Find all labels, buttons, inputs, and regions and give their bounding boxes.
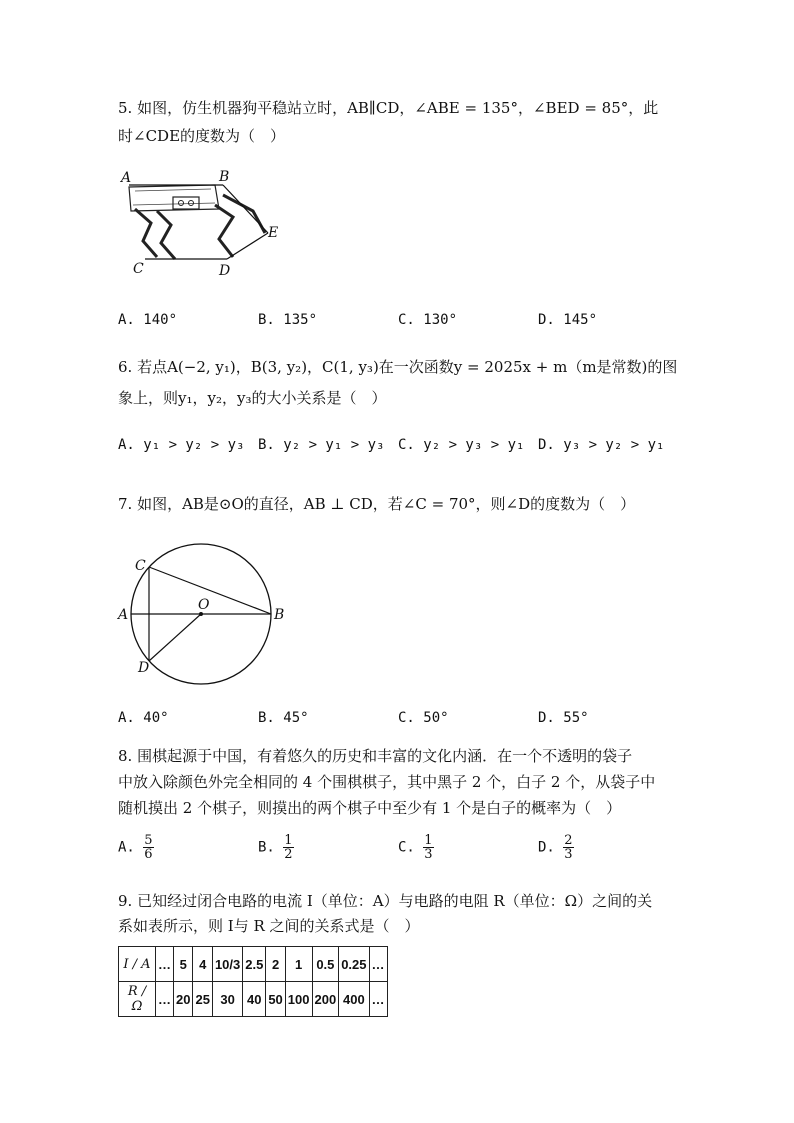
table-cell: 4	[193, 947, 212, 982]
q6-line2: 象上，则y₁，y₂，y₃的大小关系是（ ）	[118, 389, 387, 407]
q8-line3: 随机摸出 2 个棋子，则摸出的两个棋子中至少有 1 个是白子的概率为（ ）	[118, 799, 622, 817]
q6-option-d[interactable]: D. y₃ > y₂ > y₁	[538, 437, 665, 453]
table-cell: …	[369, 947, 387, 982]
table-cell: 2.5	[243, 947, 266, 982]
q8-option-b[interactable]	[258, 834, 294, 861]
q8-option-a[interactable]	[118, 834, 154, 861]
table-cell: 30	[212, 982, 242, 1017]
q5-line2: 时∠CDE的度数为（ ）	[118, 127, 286, 145]
option-letter: A.	[118, 839, 135, 856]
table-cell: …	[156, 947, 174, 982]
label-e: E	[268, 225, 279, 241]
q6-line1: 6. 若点A(−2, y₁)，B(3, y₂)，C(1, y₃)在一次函数y = 2025x + m（m是常数)的图	[118, 358, 678, 376]
fraction	[143, 834, 153, 861]
row-header-current: I / A	[119, 947, 156, 982]
table-row	[119, 982, 388, 1017]
q7-option-b[interactable]: B. 45°	[258, 710, 309, 726]
q7-option-d[interactable]: D. 55°	[538, 710, 589, 726]
q8-line2: 中放入除颜色外完全相同的 4 个围棋棋子，其中黑子 2 个，白子 2 个，从袋子中	[118, 773, 656, 791]
option-letter: D.	[538, 839, 555, 856]
q5-option-b[interactable]: B. 135°	[258, 312, 318, 328]
denominator: 3	[424, 847, 433, 862]
table-cell: 50	[266, 982, 285, 1017]
q9-line2: 系如表所示，则 I与 R 之间的关系式是（ ）	[118, 917, 420, 935]
table-cell: 1	[285, 947, 312, 982]
circle-figure	[112, 538, 292, 688]
table-cell: 40	[243, 982, 266, 1017]
label-b: B	[219, 169, 230, 185]
q6-option-b[interactable]: B. y₂ > y₁ > y₃	[258, 437, 385, 453]
label-c: C	[135, 558, 146, 574]
robot-dog-figure	[115, 165, 285, 280]
row-header-resistance: R / Ω	[119, 982, 156, 1017]
denominator: 3	[564, 847, 573, 862]
table-cell: 25	[193, 982, 212, 1017]
label-o: O	[198, 597, 210, 613]
table-cell: 5	[174, 947, 193, 982]
label-c: C	[133, 261, 144, 277]
q5-option-c[interactable]: C. 130°	[398, 312, 458, 328]
q5-line1: 5. 如图，仿生机器狗平稳站立时，AB∥CD，∠ABE = 135°，∠BED = 85°，此	[118, 99, 659, 117]
q9-line1: 9. 已知经过闭合电路的电流 I（单位：A）与电路的电阻 R（单位：Ω）之间的关	[118, 892, 653, 910]
current-resistance-table	[118, 946, 388, 1017]
numerator: 1	[424, 833, 433, 848]
fraction	[563, 834, 573, 861]
q5-option-a[interactable]: A. 140°	[118, 312, 178, 328]
table-cell: 200	[312, 982, 339, 1017]
table-cell: 0.25	[339, 947, 369, 982]
q6-option-a[interactable]: A. y₁ > y₂ > y₃	[118, 437, 245, 453]
table-cell: …	[156, 982, 174, 1017]
table-cell: 10/3	[212, 947, 242, 982]
table-cell: 400	[339, 982, 369, 1017]
q8-line1: 8. 围棋起源于中国，有着悠久的历史和丰富的文化内涵．在一个不透明的袋子	[118, 747, 633, 765]
table-row	[119, 947, 388, 982]
option-letter: B.	[258, 839, 275, 856]
numerator: 1	[284, 833, 293, 848]
denominator: 2	[284, 847, 293, 862]
label-d: D	[138, 660, 150, 676]
table-cell: …	[369, 982, 387, 1017]
q5-option-d[interactable]: D. 145°	[538, 312, 598, 328]
q7-option-c[interactable]: C. 50°	[398, 710, 449, 726]
table-cell: 2	[266, 947, 285, 982]
q7-line1: 7. 如图，AB是⊙O的直径，AB ⊥ CD，若∠C = 70°，则∠D的度数为（ ）	[118, 495, 636, 513]
numerator: 2	[564, 833, 573, 848]
fraction	[423, 834, 433, 861]
label-d: D	[219, 263, 231, 279]
option-letter: C.	[398, 839, 415, 856]
q8-option-d[interactable]	[538, 834, 574, 861]
numerator: 5	[144, 833, 153, 848]
label-b: B	[274, 607, 285, 623]
table-cell: 0.5	[312, 947, 339, 982]
q6-option-c[interactable]: C. y₂ > y₃ > y₁	[398, 437, 525, 453]
table-cell: 20	[174, 982, 193, 1017]
denominator: 6	[144, 847, 153, 862]
table-cell: 100	[285, 982, 312, 1017]
q8-option-c[interactable]	[398, 834, 434, 861]
label-a: A	[118, 607, 129, 623]
q7-option-a[interactable]: A. 40°	[118, 710, 169, 726]
label-a: A	[121, 170, 132, 186]
fraction	[283, 834, 293, 861]
